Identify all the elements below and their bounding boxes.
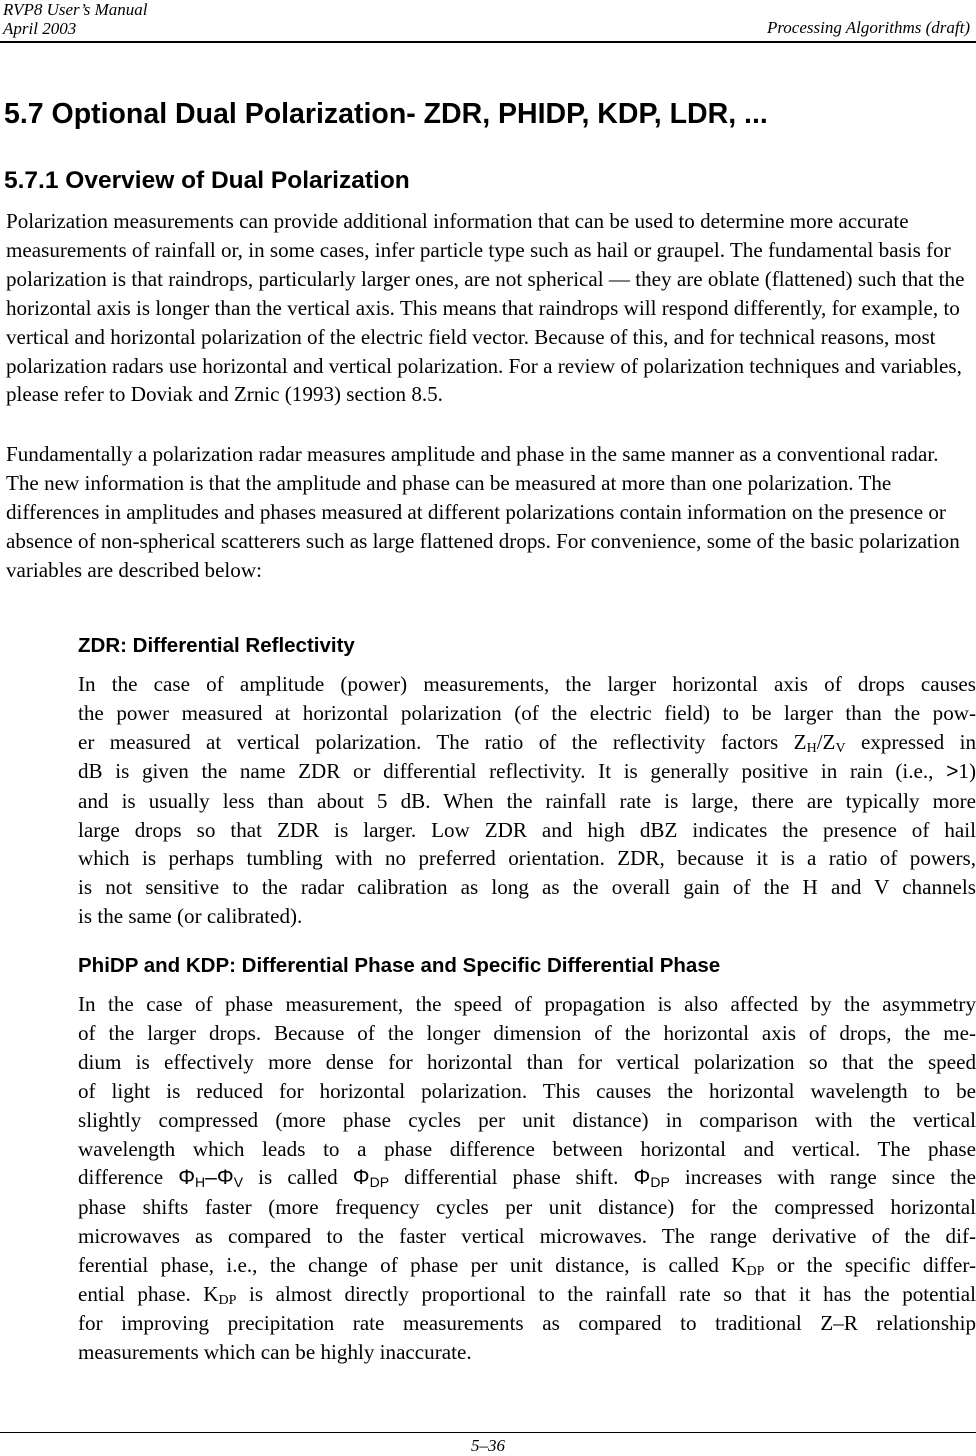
section-heading: 5.7 Optional Dual Polarization- ZDR, PHIDP, KDP, LDR, ... <box>4 98 768 130</box>
phi-symbol: Φ <box>633 1166 651 1190</box>
text-run: expressed in <box>845 729 976 754</box>
phidp-heading: PhiDP and KDP: Differential Phase and Specific Differential Phase <box>78 954 721 977</box>
text-run: /Z <box>816 729 836 754</box>
phidp-line: of the larger drops. Because of the longer dimension of the horizontal axis of drops, the me- <box>78 1020 976 1045</box>
subscript-dp: DP <box>369 1174 390 1191</box>
phidp-line: for improving precipitation rate measurements as compared to traditional Z–R relationship <box>78 1310 976 1335</box>
zdr-line: large drops so that ZDR is larger. Low ZDR and high dBZ indicates the presence of hail <box>78 817 976 842</box>
zdr-line: and is usually less than about 5 dB. When the rainfall rate is large, there are typically more <box>78 788 976 813</box>
text-run: or the specific differ- <box>764 1253 976 1278</box>
phidp-line: slightly compressed (more phase cycles per unit distance) in comparison with the vertical <box>78 1107 976 1132</box>
subscript-dp: DP <box>650 1174 670 1191</box>
phi-symbol: Φ <box>216 1166 234 1190</box>
phidp-line: microwaves as compared to the faster vertical microwaves. The range derivative of the dif- <box>78 1224 976 1249</box>
text-run: ential phase. K <box>78 1282 219 1307</box>
minus-sign: – <box>205 1166 217 1190</box>
running-header-left <box>3 0 148 38</box>
subscript-h: H <box>806 740 817 756</box>
header-rule <box>0 41 976 43</box>
text-run: ferential phase, i.e., the change of phase per unit distance, is called K <box>78 1253 747 1278</box>
phidp-line <box>78 1280 976 1309</box>
zdr-line: the power measured at horizontal polarization (of the electric field) to be larger than the pow- <box>78 700 976 725</box>
phi-symbol: Φ <box>352 1166 370 1190</box>
text-run: is almost directly proportional to the rainfall rate so that it has the potential <box>236 1282 976 1307</box>
overview-paragraph-1: Polarization measurements can provide additional information that can be used to determine more accurate measurements of rainfall or, in some cases, infer particle type such as hail or graupel. The fundamental basis for polarization is that raindrops, particularly larger ones, are not spherical — they are oblate (flattened) such that the horizontal axis is longer than the vertical axis. This means that raindrops will respond differently, for example, to vertical and horizontal polarization of the electric field vector. Because of this, and for technical reasons, most polarization radars use horizontal and vertical polarization. For a review of polarization techniques and variables, please refer to Doviak and Zrnic (1993) section 8.5. <box>6 209 965 407</box>
zdr-line: In the case of amplitude (power) measurements, the larger horizontal axis of drops causes <box>78 672 976 696</box>
publication-date: April 2003 <box>3 19 77 38</box>
text-run: dB is given the name ZDR or differential reflectivity. It is generally positive in rain (i.e., <box>78 758 947 783</box>
phidp-line: In the case of phase measurement, the speed of propagation is also affected by the asymmetry <box>78 992 976 1016</box>
phidp-line <box>78 1163 976 1193</box>
zdr-line: is not sensitive to the radar calibration as long as the overall gain of the H and V channels <box>78 875 976 900</box>
phidp-line: of light is reduced for horizontal polarization. This causes the horizontal wavelength to be <box>78 1078 976 1103</box>
text-run: difference <box>78 1165 179 1190</box>
phidp-paragraph <box>78 990 976 1367</box>
footer-rule <box>0 1432 976 1433</box>
text-run: er measured at vertical polarization. The ratio of the reflectivity factors Z <box>78 729 807 754</box>
overview-paragraph-2: Fundamentally a polarization radar measures amplitude and phase in the same manner as a conventional radar. The new information is that the amplitude and phase can be measured at more than one polarization. The differences in amplitudes and phases measured at different polarizations contain information on the presence or absence of non-spherical scatterers such as large flattened drops. For convenience, some of the basic polarization variables are described below: <box>6 442 960 582</box>
manual-title: RVP8 User’s Manual <box>3 0 148 19</box>
subscript-h: H <box>195 1174 206 1191</box>
subscript-v: V <box>835 740 846 756</box>
subscript-v: V <box>233 1174 244 1191</box>
zdr-line <box>78 728 976 757</box>
text-run: increases with range since the <box>669 1165 976 1190</box>
page-number: 5–36 <box>471 1436 505 1455</box>
running-header-section-title: Processing Algorithms (draft) <box>766 18 970 37</box>
text-run: differential phase shift. <box>389 1165 634 1190</box>
zdr-heading: ZDR: Differential Reflectivity <box>78 634 355 657</box>
phidp-line: wavelength which leads to a phase difference between horizontal and vertical. The phase <box>78 1136 976 1161</box>
zdr-line: which is perhaps tumbling with no preferred orientation. ZDR, because it is a ratio of powers, <box>78 846 976 871</box>
phidp-line: dium is effectively more dense for horizontal than for vertical polarization so that the speed <box>78 1049 976 1074</box>
phidp-line: measurements which can be highly inaccurate. <box>78 1339 472 1364</box>
phi-symbol: Φ <box>178 1166 196 1190</box>
phidp-line <box>78 1251 976 1280</box>
phidp-line: phase shifts faster (more frequency cycles per unit distance) for the compressed horizontal <box>78 1195 976 1220</box>
zdr-line <box>78 757 976 787</box>
subsection-heading: 5.7.1 Overview of Dual Polarization <box>4 167 410 194</box>
zdr-line: is the same (or calibrated). <box>78 904 303 929</box>
subscript-dp: DP <box>218 1293 237 1309</box>
text-run: 1) <box>958 758 976 783</box>
greater-than-symbol: > <box>946 759 959 783</box>
text-run: is called <box>243 1165 353 1190</box>
subscript-dp: DP <box>746 1264 765 1280</box>
zdr-paragraph <box>78 670 976 931</box>
